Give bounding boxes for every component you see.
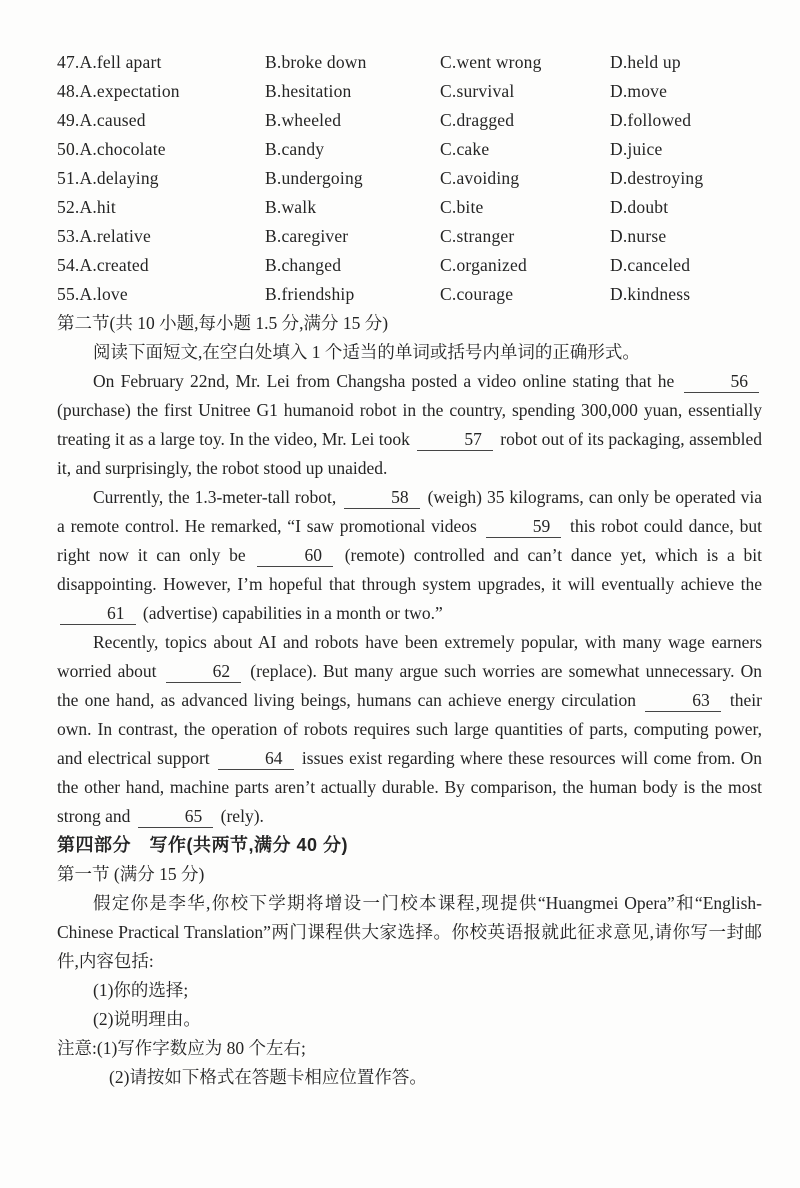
option-a: 53.A.relative	[57, 226, 151, 246]
cloze-blank-60: 60	[257, 544, 333, 567]
mcq-row-54	[57, 251, 762, 280]
option-a: 54.A.created	[57, 255, 149, 275]
text-segment: On February 22nd, Mr. Lei from Changsha posted a video online stating that he	[93, 371, 681, 391]
writing-prompt: 假定你是李华,你校下学期将增设一门校本课程,现提供“Huangmei Opera”和“English-Chinese Practical Translation”两门课程供大家选择。你校英语报就此征求意见,请你写一封邮件,内容包括:	[57, 893, 762, 971]
option-b: B.candy	[265, 139, 325, 159]
option-c: C.cake	[440, 139, 490, 159]
option-b: B.changed	[265, 255, 342, 275]
cloze-blank-62: 62	[166, 660, 242, 683]
mcq-row-48	[57, 77, 762, 106]
option-b: B.friendship	[265, 284, 355, 304]
cloze-paragraph-2	[57, 483, 762, 628]
writing-note-1: 注意:(1)写作字数应为 80 个左右;	[57, 1038, 306, 1058]
mcq-row-49	[57, 106, 762, 135]
option-d: D.canceled	[610, 255, 691, 275]
mcq-row-50	[57, 135, 762, 164]
text-segment: (purchase) the first Unitree G1 humanoid robot in the country, spending 300,000 yuan, essentially treating it as a large toy. In the video, Mr. Lei took	[57, 400, 762, 449]
text-segment: Recently, topics about AI and robots have been extremely popular, with many wage earners worried about	[57, 632, 762, 681]
text-segment: (rely).	[216, 806, 264, 826]
section2-instruction: 阅读下面短文,在空白处填入 1 个适当的单词或括号内单词的正确形式。	[93, 342, 640, 362]
cloze-blank-59: 59	[486, 515, 562, 538]
option-d: D.nurse	[610, 226, 667, 246]
option-c: C.stranger	[440, 226, 515, 246]
option-b: B.undergoing	[265, 168, 363, 188]
option-a: 51.A.delaying	[57, 168, 159, 188]
text-segment: this robot could dance, but right now it can only be	[57, 516, 762, 565]
mcq-row-53	[57, 222, 762, 251]
option-a: 49.A.caused	[57, 110, 146, 130]
writing-note-2: (2)请按如下格式在答题卡相应位置作答。	[109, 1067, 427, 1087]
option-d: D.held up	[610, 52, 681, 72]
mcq-row-52	[57, 193, 762, 222]
part4-section1-heading: 第一节 (满分 15 分)	[57, 864, 205, 884]
text-segment: (advertise) capabilities in a month or two.”	[138, 603, 443, 623]
text-segment: (remote) controlled and can’t dance yet, which is a bit disappointing. However, I’m hopeful that through system upgrades, it will eventually achieve the	[57, 545, 763, 594]
cloze-blank-58: 58	[344, 486, 420, 509]
option-b: B.walk	[265, 197, 317, 217]
text-segment: (weigh) 35 kilograms, can only be operated via a remote control. He remarked, “I saw promotional videos	[57, 487, 762, 536]
option-c: C.avoiding	[440, 168, 520, 188]
cloze-paragraph-3	[57, 628, 762, 831]
text-segment: robot out of its packaging, assembled it, and surprisingly, the robot stood up unaided.	[57, 429, 763, 478]
mcq-row-55	[57, 280, 762, 309]
option-a: 52.A.hit	[57, 197, 116, 217]
text-segment: their own. In contrast, the operation of robots requires such large quantities of parts, computing power, and electrical support	[57, 690, 762, 768]
cloze-paragraph-1	[57, 367, 762, 483]
option-a: 50.A.chocolate	[57, 139, 166, 159]
option-b: B.wheeled	[265, 110, 342, 130]
option-c: C.survival	[440, 81, 515, 101]
option-c: C.organized	[440, 255, 527, 275]
option-b: B.caregiver	[265, 226, 349, 246]
option-d: D.followed	[610, 110, 692, 130]
option-d: D.destroying	[610, 168, 704, 188]
mcq-block	[57, 48, 762, 309]
cloze-blank-65: 65	[138, 805, 214, 828]
text-segment: (replace). But many argue such worries are somewhat unnecessary. On the one hand, as advanced living beings, humans can achieve energy circulation	[57, 661, 762, 710]
cloze-blank-63: 63	[645, 689, 721, 712]
cloze-blank-57: 57	[417, 428, 493, 451]
option-b: B.broke down	[265, 52, 367, 72]
option-d: D.juice	[610, 139, 663, 159]
option-d: D.move	[610, 81, 668, 101]
option-d: D.doubt	[610, 197, 669, 217]
part4-heading: 第四部分 写作(共两节,满分 40 分)	[57, 835, 349, 855]
writing-point-2: (2)说明理由。	[93, 1009, 201, 1029]
option-a: 48.A.expectation	[57, 81, 180, 101]
option-c: C.dragged	[440, 110, 515, 130]
writing-point-1: (1)你的选择;	[93, 980, 189, 1000]
cloze-blank-56: 56	[684, 370, 760, 393]
mcq-row-51	[57, 164, 762, 193]
option-c: C.courage	[440, 284, 514, 304]
text-segment: Currently, the 1.3-meter-tall robot,	[93, 487, 342, 507]
cloze-blank-64: 64	[218, 747, 294, 770]
option-c: C.went wrong	[440, 52, 542, 72]
cloze-blank-61: 61	[60, 602, 136, 625]
option-a: 47.A.fell apart	[57, 52, 162, 72]
mcq-row-47	[57, 48, 762, 77]
option-c: C.bite	[440, 197, 484, 217]
text-segment: issues exist regarding where these resources will come from. On the other hand, machine parts aren’t actually durable. By comparison, the human body is the most strong and	[57, 748, 762, 826]
option-a: 55.A.love	[57, 284, 128, 304]
option-d: D.kindness	[610, 284, 691, 304]
option-b: B.hesitation	[265, 81, 352, 101]
section2-heading: 第二节(共 10 小题,每小题 1.5 分,满分 15 分)	[57, 313, 389, 333]
